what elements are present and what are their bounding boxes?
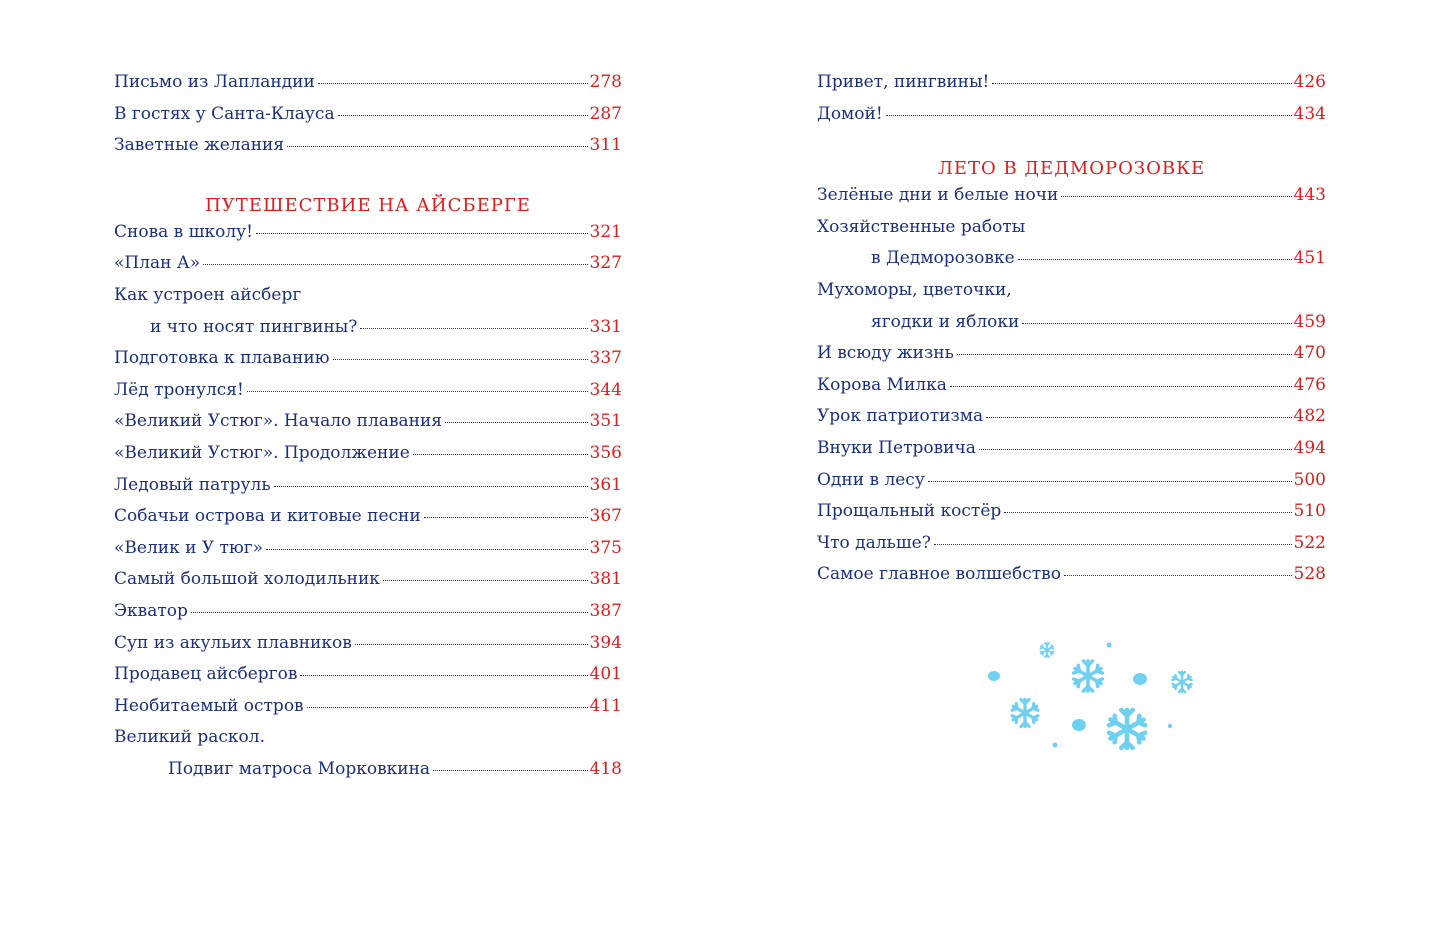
toc-entry — [114, 664, 622, 696]
toc-entry-page: 510 — [1293, 501, 1326, 522]
dot-leader — [1022, 323, 1291, 324]
dot-leader — [986, 417, 1291, 418]
toc-entry — [114, 380, 622, 412]
dot-leader — [266, 549, 587, 550]
toc-entry-page: 459 — [1293, 311, 1326, 332]
toc-entry-page: 327 — [589, 253, 622, 274]
toc-right-page — [817, 72, 1326, 596]
toc-entry-page: 451 — [1293, 248, 1326, 269]
dot-leader — [934, 544, 1292, 545]
toc-entry-page: 401 — [589, 664, 622, 685]
toc-entry-title: Зелёные дни и белые ночи — [817, 185, 1059, 206]
toc-entry — [817, 533, 1326, 565]
toc-entry-title: Самый большой холодильник — [114, 569, 380, 590]
dot-leader — [928, 481, 1292, 482]
dot-leader — [979, 449, 1292, 450]
toc-entry-page: 500 — [1293, 469, 1326, 490]
dot-leader — [256, 233, 588, 234]
toc-entry-page: 311 — [589, 135, 622, 156]
dot-leader — [355, 644, 588, 645]
toc-entry-title: Собачьи острова и китовые песни — [114, 506, 421, 527]
section-title-summer: ЛЕТО В ДЕДМОРОЗОВКЕ — [937, 158, 1206, 180]
toc-entry — [114, 317, 622, 349]
toc-entry-page: 278 — [589, 72, 622, 92]
snowflakes-icon — [980, 636, 1200, 756]
toc-entry-title: Внуки Петровича — [817, 437, 976, 458]
toc-entry-title: Прощальный костёр — [817, 501, 1002, 522]
dot-leader — [886, 115, 1292, 116]
toc-entry — [114, 411, 622, 443]
dot-leader — [424, 517, 588, 518]
dot-leader — [307, 707, 588, 708]
dot-leader — [433, 770, 587, 771]
toc-entry-page: 356 — [589, 442, 622, 463]
toc-entry-title: Привет, пингвины! — [817, 72, 990, 92]
dot-leader — [333, 359, 588, 360]
toc-entry-page: 476 — [1293, 374, 1326, 395]
toc-entry-title: Экватор — [114, 600, 188, 621]
toc-entry-title: «План А» — [114, 253, 201, 274]
dot-leader — [1064, 575, 1292, 576]
toc-entry-page: 426 — [1293, 72, 1326, 92]
toc-entry — [817, 217, 1326, 249]
dot-leader — [247, 391, 588, 392]
toc-entry-title: Подготовка к плаванию — [114, 348, 330, 369]
toc-entry-title: Великий раскол. — [114, 727, 265, 748]
toc-entry-title: ягодки и яблоки — [871, 311, 1020, 332]
toc-entry-title: Суп из акульих плавников — [114, 632, 352, 653]
toc-entry-page: 375 — [589, 537, 622, 558]
toc-entry-page: 394 — [589, 632, 622, 653]
toc-entry — [817, 564, 1326, 596]
toc-entry — [114, 506, 622, 538]
toc-entry-page: 287 — [589, 103, 622, 124]
dot-leader — [300, 675, 587, 676]
toc-entry-title: Продавец айсбергов — [114, 664, 298, 685]
toc-entry-title: «Велик и У тюг» — [114, 537, 264, 558]
section-title-iceberg: ПУТЕШЕСТВИЕ НА АЙСБЕРГЕ — [205, 194, 531, 216]
dot-leader — [203, 264, 587, 265]
toc-entry-page: 528 — [1293, 564, 1326, 585]
dot-leader — [413, 454, 588, 455]
toc-entry-title: В гостях у Санта-Клауса — [114, 103, 335, 124]
toc-entry-title: Мухоморы, цветочки, — [817, 279, 1012, 300]
toc-entry — [114, 601, 622, 633]
toc-entry-page: 331 — [589, 316, 622, 337]
toc-entry-page: 482 — [1293, 406, 1326, 427]
dot-leader — [445, 422, 588, 423]
toc-list-right-2 — [817, 185, 1326, 596]
toc-entry — [817, 185, 1326, 217]
toc-entry-page: 470 — [1293, 343, 1326, 364]
toc-list-left-2 — [114, 222, 622, 791]
toc-entry — [114, 253, 622, 285]
toc-entry — [114, 72, 622, 104]
toc-entry — [114, 104, 622, 136]
toc-entry-title: Снова в школу! — [114, 221, 253, 242]
toc-entry — [114, 569, 622, 601]
toc-entry-title: И всюду жизнь — [817, 343, 954, 364]
dot-leader — [287, 146, 587, 147]
toc-entry — [817, 72, 1326, 104]
toc-entry — [114, 696, 622, 728]
toc-entry — [114, 633, 622, 665]
dot-leader — [957, 354, 1292, 355]
toc-entry — [114, 759, 622, 791]
dot-leader — [360, 328, 587, 329]
dot-leader — [383, 580, 588, 581]
toc-entry-page: 367 — [589, 506, 622, 527]
toc-list-left-1 — [114, 72, 622, 167]
toc-entry-title: Корова Милка — [817, 374, 947, 395]
toc-entry — [114, 222, 622, 254]
toc-entry — [817, 375, 1326, 407]
toc-entry — [114, 475, 622, 507]
dot-leader — [274, 486, 588, 487]
dot-leader — [950, 386, 1292, 387]
toc-entry-title: Что дальше? — [817, 532, 931, 553]
dot-leader — [992, 83, 1291, 84]
dot-leader — [1061, 196, 1291, 197]
toc-entry — [817, 470, 1326, 502]
toc-entry — [817, 343, 1326, 375]
toc-entry — [817, 501, 1326, 533]
toc-entry-page: 344 — [589, 379, 622, 400]
toc-entry-page: 361 — [589, 474, 622, 495]
toc-entry-page: 522 — [1293, 532, 1326, 553]
toc-left-page — [114, 72, 622, 790]
toc-entry — [817, 104, 1326, 136]
toc-entry-title: «Великий Устюг». Продолжение — [114, 442, 410, 463]
toc-entry-title: Домой! — [817, 103, 883, 124]
toc-entry-title: Заветные желания — [114, 135, 285, 156]
toc-entry-page: 418 — [589, 758, 622, 779]
toc-entry — [114, 135, 622, 167]
toc-entry — [114, 285, 622, 317]
toc-entry-page: 381 — [589, 569, 622, 590]
toc-entry-title: Одни в лесу — [817, 469, 925, 490]
toc-entry-page: 351 — [589, 411, 622, 432]
dot-leader — [191, 612, 588, 613]
toc-entry — [817, 248, 1326, 280]
toc-entry-title: Письмо из Лапландии — [114, 72, 315, 92]
toc-entry — [817, 312, 1326, 344]
toc-entry-title: Ледовый патруль — [114, 474, 271, 495]
toc-list-right-1 — [817, 72, 1326, 135]
toc-entry-title: Урок патриотизма — [817, 406, 984, 427]
toc-entry — [817, 406, 1326, 438]
toc-entry-page: 387 — [589, 600, 622, 621]
toc-entry-title: Необитаемый остров — [114, 695, 304, 716]
toc-entry — [817, 280, 1326, 312]
toc-entry — [114, 443, 622, 475]
toc-entry-page: 337 — [589, 348, 622, 369]
dot-leader — [318, 83, 588, 84]
toc-entry-title: Хозяйственные работы — [817, 216, 1026, 237]
toc-entry-title: в Дедморозовке — [871, 248, 1015, 269]
dot-leader — [338, 115, 588, 116]
toc-entry-title: «Великий Устюг». Начало плавания — [114, 411, 443, 432]
toc-entry-title: Как устроен айсберг — [114, 284, 302, 305]
toc-entry-title: и что носят пингвины? — [150, 316, 358, 337]
toc-entry-page: 411 — [589, 695, 622, 716]
toc-entry-page: 494 — [1293, 437, 1326, 458]
toc-entry — [114, 348, 622, 380]
toc-entry-title: Самое главное волшебство — [817, 564, 1061, 585]
toc-entry — [817, 438, 1326, 470]
toc-entry — [114, 538, 622, 570]
toc-entry-page: 434 — [1293, 103, 1326, 124]
toc-entry-page: 321 — [589, 221, 622, 242]
toc-entry-page: 443 — [1293, 185, 1326, 206]
dot-leader — [1004, 512, 1291, 513]
toc-entry-title: Лёд тронулся! — [114, 379, 244, 400]
toc-entry — [114, 727, 622, 759]
toc-entry-title: Подвиг матроса Морковкина — [168, 758, 431, 779]
dot-leader — [1018, 259, 1292, 260]
